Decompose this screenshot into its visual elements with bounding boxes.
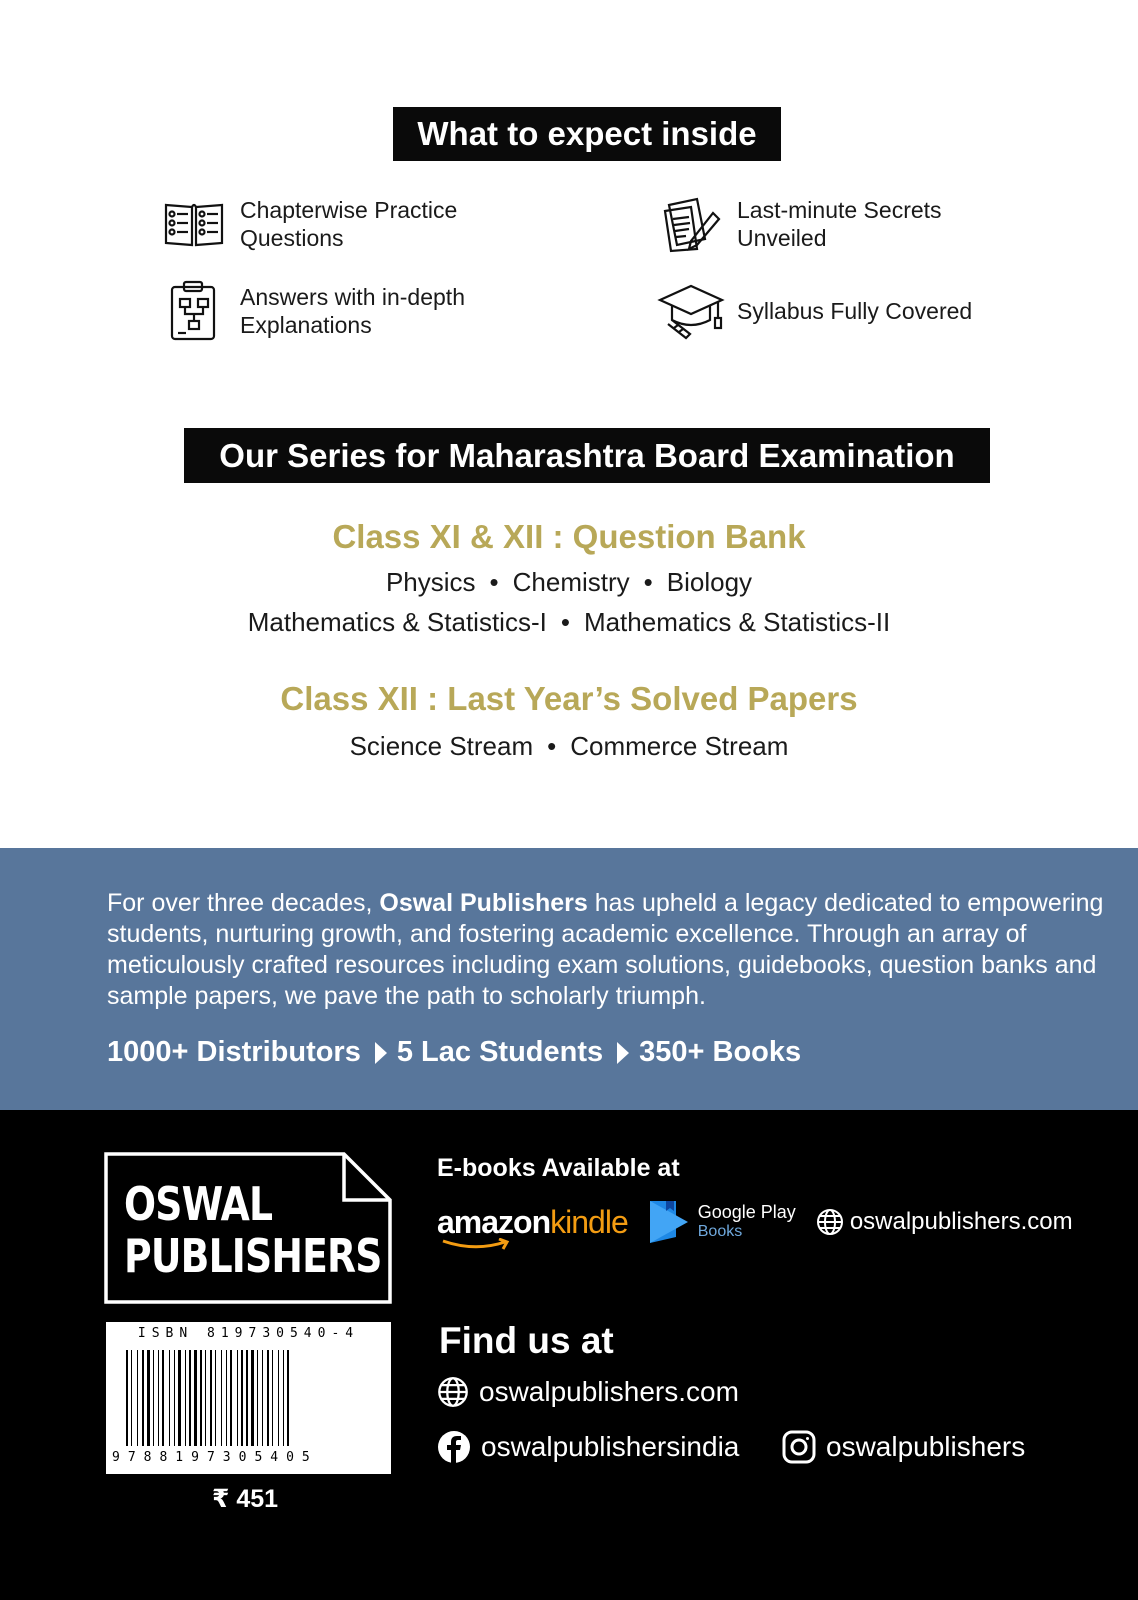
about-section <box>0 848 1138 1110</box>
facebook-text: oswalpublishersindia <box>481 1431 740 1462</box>
subject: Chemistry <box>512 567 630 597</box>
price: ₹ 451 <box>212 1485 279 1513</box>
subject: Mathematics & Statistics-II <box>583 607 891 637</box>
amazon-word: amazon <box>437 1203 551 1240</box>
amazon-kindle-logo[interactable] <box>437 1204 628 1241</box>
separator: • <box>560 607 570 637</box>
stats-row <box>107 1036 801 1069</box>
stream: Commerce Stream <box>570 731 789 761</box>
barcode-bar <box>142 1350 144 1446</box>
logo-line1: OSWAL <box>124 1177 273 1231</box>
about-text <box>107 888 1107 1012</box>
feature-label: Answers with in-depth Explanations <box>240 284 465 338</box>
instagram-text: oswalpublishers <box>826 1431 1026 1462</box>
isbn-number: ISBN 819730540-4 <box>137 1326 360 1341</box>
facebook-icon <box>437 1430 471 1464</box>
barcode-bar <box>237 1350 238 1446</box>
ebook-stores <box>437 1194 1073 1250</box>
feature-answers <box>158 275 520 347</box>
barcode-bar <box>221 1350 222 1446</box>
barcode-bar <box>131 1350 132 1446</box>
logo-text <box>124 1178 382 1282</box>
barcode-bar <box>272 1350 273 1446</box>
stat-students: 5 Lac Students <box>396 1036 604 1068</box>
barcode-bar <box>283 1350 284 1446</box>
feature-secrets <box>655 188 1017 260</box>
find-us-title: Find us at <box>439 1320 614 1361</box>
google-play-line2: Books <box>697 1223 743 1240</box>
barcode-bar <box>205 1350 206 1446</box>
instagram-link[interactable] <box>782 1430 1025 1464</box>
series-heading: Our Series for Maharashtra Board Examination <box>184 428 990 483</box>
feature-syllabus <box>655 275 1017 347</box>
barcode-bar <box>169 1350 170 1446</box>
feature-label: Chapterwise Practice Questions <box>240 197 458 251</box>
barcode-bar <box>153 1350 154 1446</box>
amazon-smile-icon <box>441 1238 511 1252</box>
barcode-bar <box>226 1350 227 1446</box>
barcode-bar <box>278 1350 279 1446</box>
about-suffix: has upheld a legacy dedicated to empowering students, nurturing growth, and fostering academic excellence. Through an array of meticulously crafted resources including exam solutions, guidebooks, question banks and sample papers, we pave the path to scholarly triumph. <box>107 889 1104 1010</box>
barcode-bar <box>246 1350 248 1446</box>
barcode-bar <box>162 1350 164 1446</box>
barcode-bar <box>147 1350 150 1446</box>
kindle-word: kindle <box>550 1203 628 1240</box>
google-play-line1: Google Play <box>697 1202 796 1222</box>
barcode-bar <box>287 1350 289 1446</box>
ebook-website-link[interactable] <box>816 1208 1073 1236</box>
barcode-bar <box>257 1350 258 1446</box>
globe-icon <box>437 1376 469 1408</box>
google-play-books-icon <box>646 1197 690 1247</box>
barcode-bar <box>262 1350 263 1446</box>
facebook-link[interactable] <box>437 1430 739 1464</box>
logo-line2: PUBLISHERS <box>124 1229 382 1283</box>
solved-papers-heading: Class XII : Last Year’s Solved Papers <box>280 680 858 717</box>
google-play-text <box>698 1202 796 1242</box>
ebooks-title: E-books Available at <box>437 1154 680 1182</box>
separator: • <box>489 567 499 597</box>
website-link[interactable] <box>437 1376 739 1408</box>
play-arrow-icon <box>375 1042 387 1064</box>
instagram-icon <box>782 1430 816 1464</box>
subject: Biology <box>666 567 753 597</box>
barcode-bar <box>189 1350 191 1446</box>
question-bank-subjects-row1 <box>0 567 1138 598</box>
barcode-bar <box>158 1350 159 1446</box>
google-play-books-logo[interactable] <box>646 1197 796 1247</box>
website-text: oswalpublishers.com <box>479 1376 739 1407</box>
barcode-bars <box>126 1350 371 1448</box>
question-bank-heading: Class XI & XII : Question Bank <box>332 518 806 555</box>
feature-label: Last-minute Secrets Unveiled <box>737 197 942 251</box>
feature-practice <box>158 188 520 260</box>
stat-books: 350+ Books <box>639 1036 802 1068</box>
barcode-bar <box>126 1350 128 1446</box>
subject: Physics <box>385 567 476 597</box>
practice-book-icon <box>158 188 230 260</box>
barcode-bar <box>267 1350 269 1446</box>
separator: • <box>643 567 653 597</box>
barcode-bar <box>185 1350 186 1446</box>
barcode-bar <box>174 1350 175 1446</box>
stream: Science Stream <box>349 731 534 761</box>
globe-icon <box>816 1208 844 1236</box>
clipboard-diagram-icon <box>158 275 230 347</box>
isbn-barcode <box>106 1322 391 1474</box>
feature-label: Syllabus Fully Covered <box>737 298 973 324</box>
barcode-bar <box>137 1350 138 1446</box>
ebook-website-text: oswalpublishers.com <box>849 1208 1073 1235</box>
barcode-bar <box>230 1350 232 1446</box>
notes-pencil-icon <box>655 188 727 260</box>
barcode-bar <box>200 1350 202 1446</box>
play-arrow-icon <box>617 1042 629 1064</box>
footer-section <box>0 1110 1138 1600</box>
expect-heading: What to expect inside <box>393 107 781 161</box>
stat-distributors: 1000+ Distributors <box>107 1036 361 1068</box>
barcode-bar <box>194 1350 197 1446</box>
about-prefix: For over three decades, <box>107 889 380 917</box>
graduation-cap-icon <box>655 275 727 347</box>
barcode-bar <box>215 1350 216 1446</box>
barcode-number: 9788197305405 <box>112 1450 318 1465</box>
barcode-bar <box>251 1350 254 1446</box>
barcode-bar <box>178 1350 181 1446</box>
barcode-bar <box>241 1350 243 1446</box>
subject: Mathematics & Statistics-I <box>247 607 547 637</box>
solved-papers-streams <box>0 731 1138 762</box>
separator: • <box>547 731 557 761</box>
about-brand: Oswal Publishers <box>379 889 588 917</box>
barcode-bar <box>210 1350 212 1446</box>
question-bank-subjects-row2 <box>0 607 1138 638</box>
oswal-logo <box>104 1152 392 1304</box>
